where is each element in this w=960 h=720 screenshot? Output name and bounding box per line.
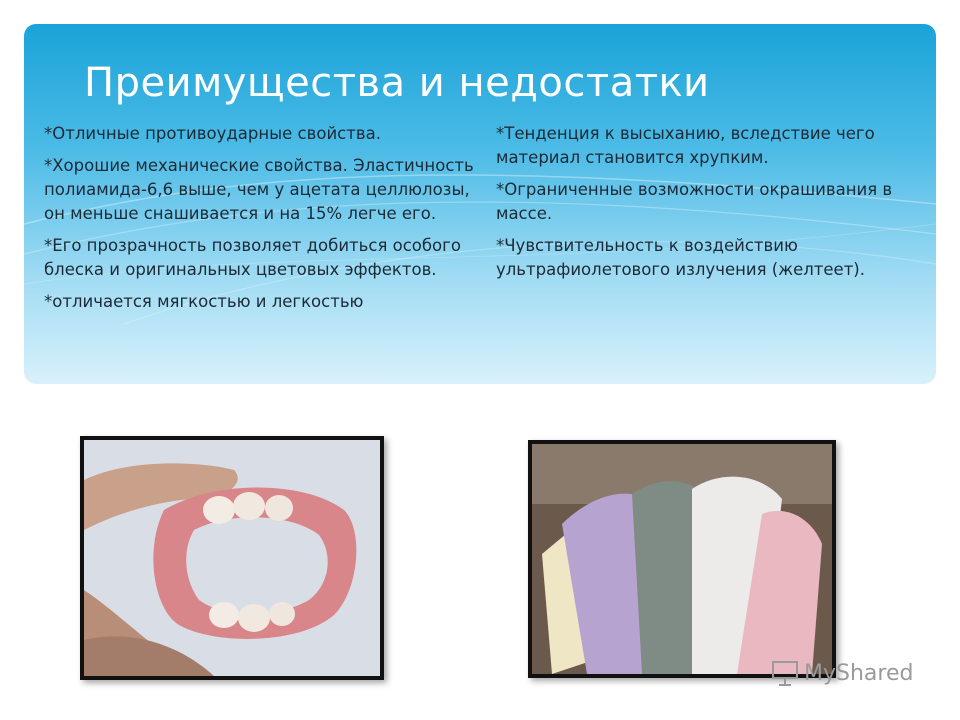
watermark-text: MyShared (804, 660, 914, 686)
list-item: *Хорошие механические свойства. Эластичность полиамида-6,6 выше, чем у ацетата целлюлозы, он меньше снашивается и на 15% легче его. (44, 156, 474, 223)
list-item: *Ограниченные возможности окрашивания в массе. (496, 180, 893, 223)
presentation-board-icon (770, 658, 800, 688)
list-item: *Тенденция к высыханию, вследствие чего материал становится хрупким. (496, 124, 875, 167)
denture-photo (80, 436, 384, 680)
list-item: *Чувствительность к воздействию ультрафиолетового излучения (желтеет). (496, 236, 865, 279)
watermark (770, 658, 913, 688)
slide-title: Преимущества и недостатки (84, 60, 710, 106)
list-item: *отличается мягкостью и легкостью (44, 292, 364, 311)
list-item: *Отличные противоударные свойства. (44, 124, 381, 143)
disadvantages-list (496, 122, 926, 290)
list-item: *Его прозрачность позволяет добиться особого блеска и оригинальных цветовых эффектов. (44, 236, 461, 279)
colored-fabrics-photo (528, 440, 836, 678)
advantages-list (44, 122, 484, 322)
